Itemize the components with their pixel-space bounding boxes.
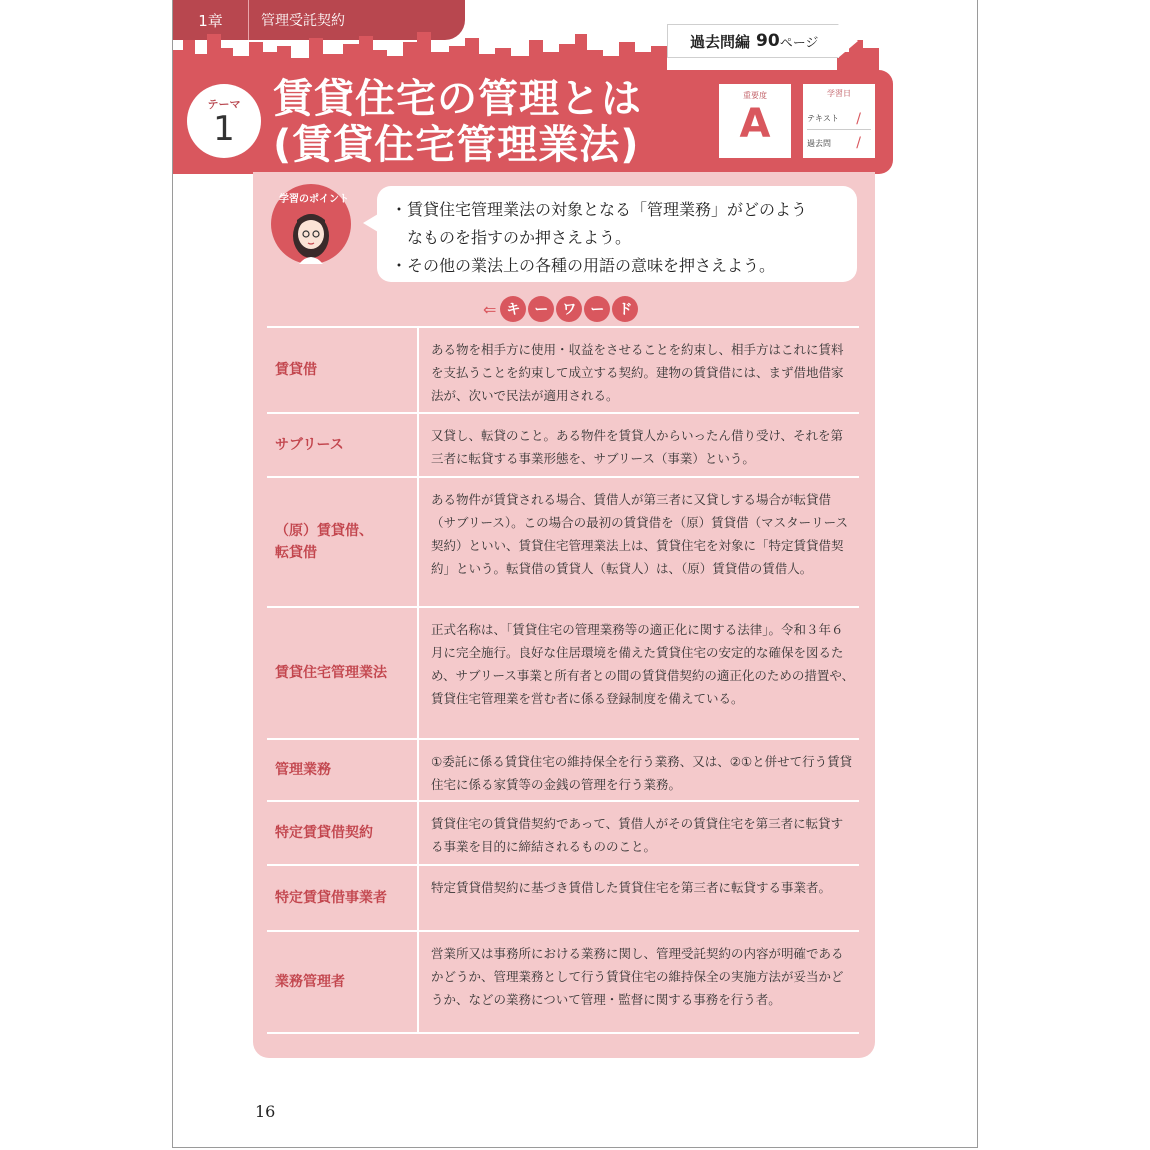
keyword-term: 管理業務 xyxy=(267,740,419,800)
keyword-term: （原）賃貸借、転貸借 xyxy=(267,478,419,606)
keyword-char: ー xyxy=(584,296,610,322)
keyword-definition: 特定賃貸借契約に基づき賃借した賃貸住宅を第三者に転貸する事業者。 xyxy=(431,880,832,895)
table-row xyxy=(267,864,859,930)
importance-label: 重要度 xyxy=(743,91,767,100)
table-row xyxy=(267,738,859,800)
keyword-char: ワ xyxy=(556,296,582,322)
table-row xyxy=(267,930,859,1032)
past-exam-page: 90 xyxy=(756,31,780,51)
past-exam-label: 過去問編 xyxy=(690,32,751,51)
table-row xyxy=(267,800,859,864)
learning-points xyxy=(377,186,857,282)
speech-tail xyxy=(363,214,378,232)
keyword-table xyxy=(267,326,859,1034)
page-number: 16 xyxy=(255,1102,276,1121)
keyword-term: 特定賃貸借事業者 xyxy=(267,866,419,930)
study-row-text-label: テキスト xyxy=(807,114,839,123)
theme-title-line1: 賃貸住宅の管理とは xyxy=(273,76,642,122)
arrow-icon: ⇐ xyxy=(483,299,497,319)
importance-grade: A xyxy=(739,101,771,147)
chapter-title: 管理受託契約 xyxy=(261,13,345,29)
table-row xyxy=(267,606,859,738)
theme-badge xyxy=(187,84,261,158)
keyword-definition: ある物を相手方に使用・収益をさせることを約束し、相手方はこれに賃料を支払うことを約束して成立する契約。建物の賃貸借には、まず借地借家法が、次いで民法が適用される。 xyxy=(431,342,844,403)
chapter-number: 1章 xyxy=(173,0,249,40)
keyword-definition: 営業所又は事務所における業務に関し、管理受託契約の内容が明確であるかどうか、管理業務として行う賃貸住宅の維持保全の実施方法が妥当かどうか、などの業務について管理・監督に関する事務を行う者。 xyxy=(431,946,844,1007)
past-exam-suffix: ページ xyxy=(779,35,819,51)
study-date-box xyxy=(803,84,875,158)
table-row xyxy=(267,476,859,606)
textbook-page xyxy=(172,0,978,1148)
keyword-definition: 又貸し、転貸のこと。ある物件を賃貸人からいったん借り受け、それを第三者に転貸する事業形態を、サブリース（事業）という。 xyxy=(431,428,844,466)
learning-point: ・賃貸住宅管理業法の対象となる「管理業務」がどのよう xyxy=(391,200,808,219)
importance-box xyxy=(719,84,791,158)
study-row-text xyxy=(807,108,871,130)
keyword-term: 賃貸住宅管理業法 xyxy=(267,608,419,738)
keyword-definition: 正式名称は、「賃貸住宅の管理業務等の適正化に関する法律」。令和３年６月に完全施行。良好な住居環境を備えた賃貸住宅の安定的な確保を図るため、サブリース事業と所有者との間の賃貸借契約の適正化のための措置や、賃貸住宅管理業を営む者に係る登録制度を備えている。 xyxy=(431,622,855,706)
avatar-caption: 学習のポイント xyxy=(279,194,349,205)
table-row xyxy=(267,326,859,412)
theme-banner xyxy=(173,70,893,174)
study-row-past-label: 過去問 xyxy=(807,138,831,148)
keyword-char: ド xyxy=(612,296,638,322)
keyword-definition: ①委託に係る賃貸住宅の維持保全を行う業務、又は、②①と併せて行う賃貸住宅に係る家賃等の金銭の管理を行う業務。 xyxy=(431,754,853,792)
theme-label: テーマ xyxy=(207,98,241,111)
learning-point: ・その他の業法上の各種の用語の意味を押さえよう。 xyxy=(391,256,776,275)
keyword-term: 特定賃貸借契約 xyxy=(267,802,419,864)
keyword-heading xyxy=(483,294,640,324)
study-row-past xyxy=(807,132,871,154)
theme-title-line2: (賃貸住宅管理業法) xyxy=(273,122,640,168)
theme-number: 1 xyxy=(213,109,235,149)
content-panel xyxy=(253,172,875,1058)
keyword-definition: ある物件が賃貸される場合、賃借人が第三者に又貸しする場合が転貸借（サブリース）。この場合の最初の賃貸借を（原）賃貸借（マスターリース契約）といい、賃貸住宅管理業法上は、賃貸住宅を対象に「特定賃貸借契約」という。転貸借の賃貸人（転貸人）は、（原）賃貸借の賃借人。 xyxy=(431,492,849,576)
keyword-term: サブリース xyxy=(267,414,419,476)
keyword-definition: 賃貸住宅の賃貸借契約であって、賃借人がその賃貸住宅を第三者に転貸する事業を目的に締結されるもののこと。 xyxy=(431,816,844,854)
keyword-term: 賃貸借 xyxy=(267,328,419,412)
theme-title xyxy=(273,76,642,168)
slash-icon: / xyxy=(856,110,861,127)
tag-notch xyxy=(838,24,858,58)
slash-icon: / xyxy=(856,135,861,151)
past-exam-tag xyxy=(667,24,839,58)
table-row xyxy=(267,412,859,476)
keyword-char: ー xyxy=(528,296,554,322)
keyword-char: キ xyxy=(500,296,526,322)
learning-point: なものを指すのか押さえよう。 xyxy=(391,228,632,247)
table-bottom-rule xyxy=(267,1032,859,1034)
study-date-label: 学習日 xyxy=(827,89,851,98)
keyword-term: 業務管理者 xyxy=(267,932,419,1032)
